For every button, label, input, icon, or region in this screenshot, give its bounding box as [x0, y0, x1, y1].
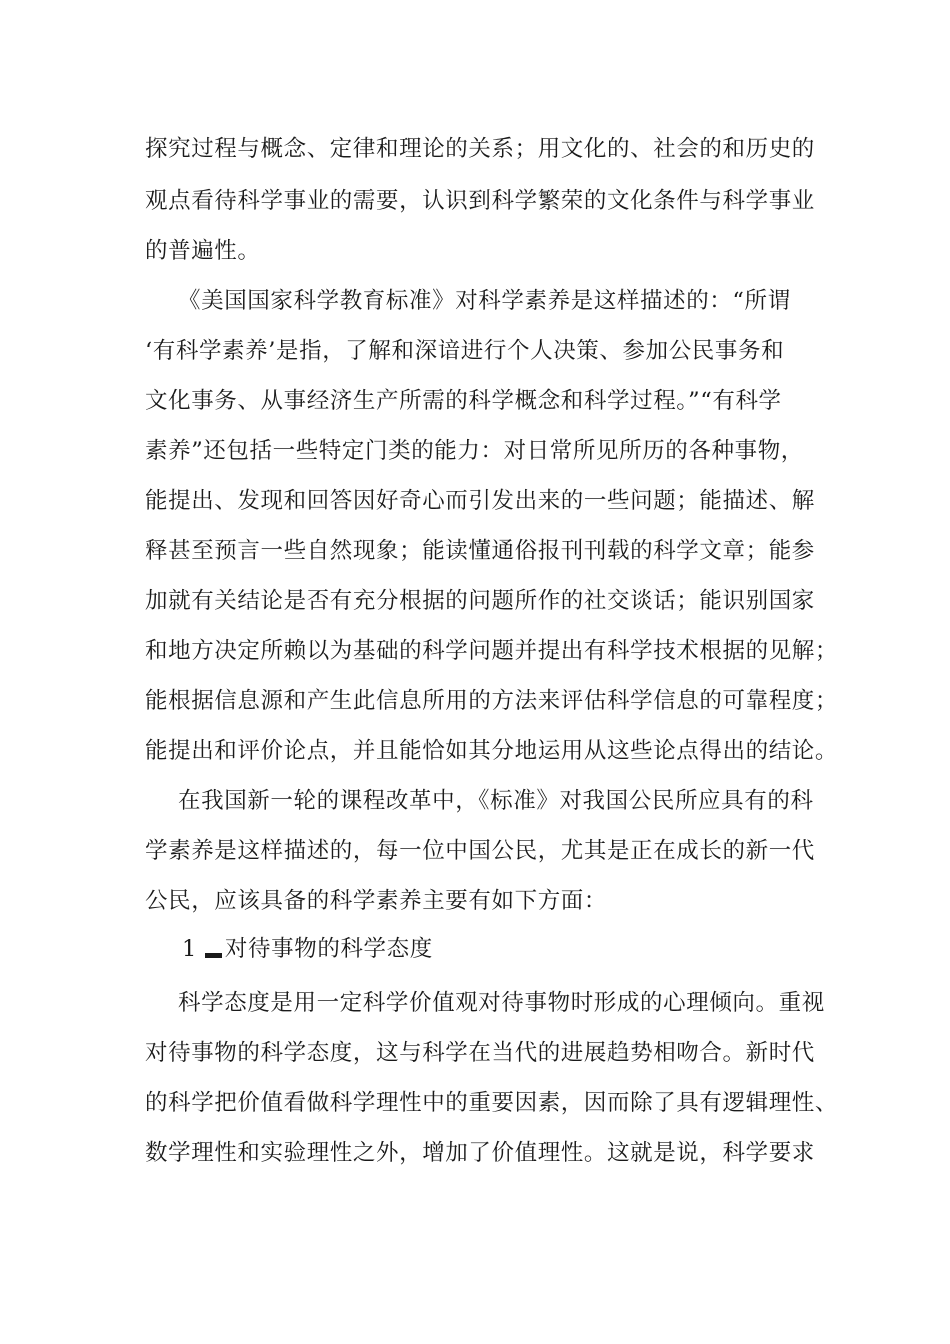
- paragraph-3-line-3: 公民，应该具备的科学素养主要有如下方面：: [145, 888, 608, 914]
- paragraph-2-line-9: 能根据信息源和产生此信息所用的方法来评估科学信息的可靠程度；: [145, 688, 839, 714]
- heading-separator-mark: [205, 953, 222, 958]
- heading-number: 1: [182, 936, 197, 962]
- paragraph-2-line-4: 素养”还包括一些特定门类的能力：对日常所见所历的各种事物，: [145, 438, 804, 464]
- paragraph-2-line-10: 能提出和评价论点，并且能恰如其分地运用从这些论点得出的结论。: [145, 738, 839, 764]
- paragraph-3-line-1: 在我国新一轮的课程改革中，《标准》对我国公民所应具有的科: [178, 788, 814, 814]
- paragraph-1-line-2: 观点看待科学事业的需要，认识到科学繁荣的文化条件与科学事业: [145, 188, 815, 214]
- paragraph-4-line-2: 对待事物的科学态度，这与科学在当代的进展趋势相吻合。新时代: [145, 1040, 815, 1066]
- paragraph-2-line-3: 文化事务、从事经济生产所需的科学概念和科学过程。”“有科学: [145, 388, 782, 414]
- heading-text: 对待事物的科学态度: [224, 936, 433, 962]
- paragraph-2-line-1: 《美国国家科学教育标准》对科学素养是这样描述的：“所谓: [178, 288, 791, 314]
- paragraph-4-line-4: 数学理性和实验理性之外，增加了价值理性。这就是说，科学要求: [145, 1140, 815, 1166]
- paragraph-1-line-3: 的普遍性。: [145, 238, 261, 264]
- paragraph-2-line-6: 释甚至预言一些自然现象；能读懂通俗报刊刊载的科学文章；能参: [145, 538, 815, 564]
- paragraph-2-line-8: 和地方决定所赖以为基础的科学问题并提出有科学技术根据的见解；: [145, 638, 839, 664]
- paragraph-4-line-3: 的科学把价值看做科学理性中的重要因素，因而除了具有逻辑理性、: [145, 1090, 839, 1116]
- section-heading: [182, 934, 433, 964]
- paragraph-2-line-2: ‘有科学素养’是指，了解和深谙进行个人决策、参加公民事务和: [145, 338, 785, 364]
- paragraph-2-line-7: 加就有关结论是否有充分根据的问题所作的社交谈话；能识别国家: [145, 588, 815, 614]
- paragraph-3-line-2: 学素养是这样描述的，每一位中国公民，尤其是正在成长的新一代: [145, 838, 815, 864]
- paragraph-1-line-1: 探究过程与概念、定律和理论的关系；用文化的、社会的和历史的: [145, 136, 815, 162]
- paragraph-2-line-5: 能提出、发现和回答因好奇心而引发出来的一些问题；能描述、解: [145, 488, 815, 514]
- paragraph-4-line-1: 科学态度是用一定科学价值观对待事物时形成的心理倾向。重视: [178, 990, 825, 1016]
